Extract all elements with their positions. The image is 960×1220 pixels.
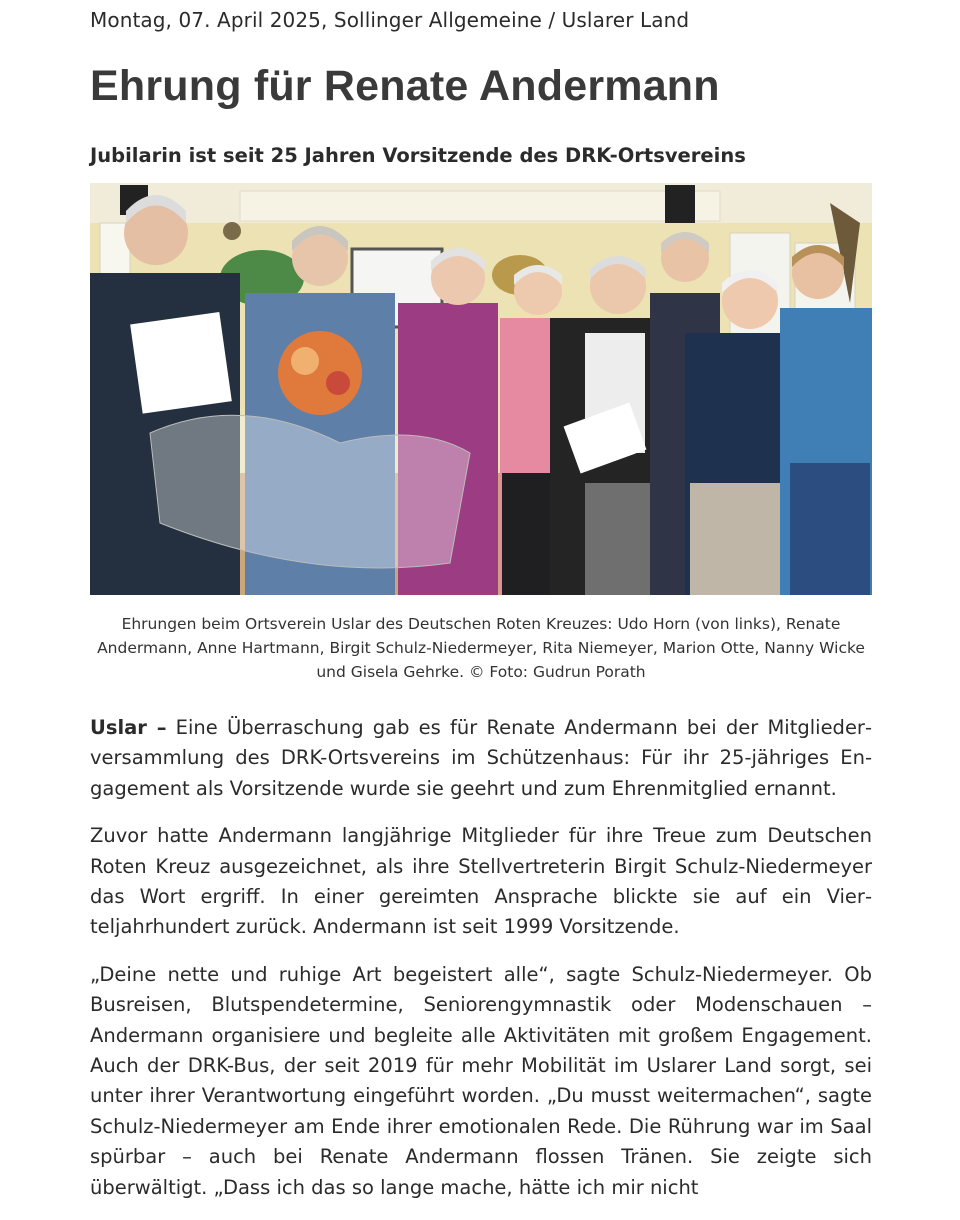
place-dateline: Uslar – <box>90 716 167 739</box>
headline: Ehrung für Renate Andermann <box>90 62 720 110</box>
lead-text: Eine Überraschung gab es für Renate Andermann bei der Mitgliederversammlung des DRK-Ortsvereins im Schützenhaus: Für ihr 25-jähriges Engagement als Vorsitzende wurde sie geehrt und zum Ehrenmitglied ernannt. <box>90 716 872 800</box>
article-paragraph <box>90 713 872 804</box>
dateline: Montag, 07. April 2025, Sollinger Allgemeine / Uslarer Land <box>90 8 690 32</box>
article-photo <box>90 183 872 595</box>
group-photo-illustration <box>90 183 872 595</box>
photo-caption: Ehrungen beim Ortsverein Uslar des Deutschen Roten Kreuzes: Udo Horn (von links), Renate Andermann, Anne Hartmann, Birgit Schulz-Niedermeyer, Rita Niemeyer, Marion Otte, Nanny Wicke und Gisela Gehrke. © Foto: Gudrun Porath <box>97 615 865 681</box>
article-paragraph: Zuvor hatte Andermann langjährige Mitglieder für ihre Treue zum Deutschen Roten Kreuz ausgezeichnet, als ihre Stellvertreterin Birgit Schulz-Niedermeyer das Wort ergriff. In einer gereimten Ansprache blickte sie auf ein Vierteljahrhundert zurück. Andermann ist seit 1999 Vorsitzende. <box>90 824 872 939</box>
subheadline: Jubilarin ist seit 25 Jahren Vorsitzende des DRK-Ortsvereins <box>90 144 746 167</box>
article-paragraph: „Deine nette und ruhige Art begeistert alle“, sagte Schulz-Niedermeyer. Ob Busreisen, Blutspendetermine, Seniorengymnastik oder Modenschauen – Andermann organisiere und begleite alle Aktivitäten mit großem Engagement. Auch der DRK-Bus, der seit 2019 für mehr Mobilität im Uslarer Land sorgt, sei unter ihrer Verantwortung eingeführt worden. „Du musst weitermachen“, sagte Schulz-Niedermeyer am Ende ihrer emotionalen Rede. Die Rührung war im Saal spürbar – auch bei Renate Andermann flossen Tränen. Sie zeigte sich überwältigt. „Dass ich das so lange mache, hätte ich mir nicht <box>90 962 872 1199</box>
article-body <box>90 713 872 1220</box>
